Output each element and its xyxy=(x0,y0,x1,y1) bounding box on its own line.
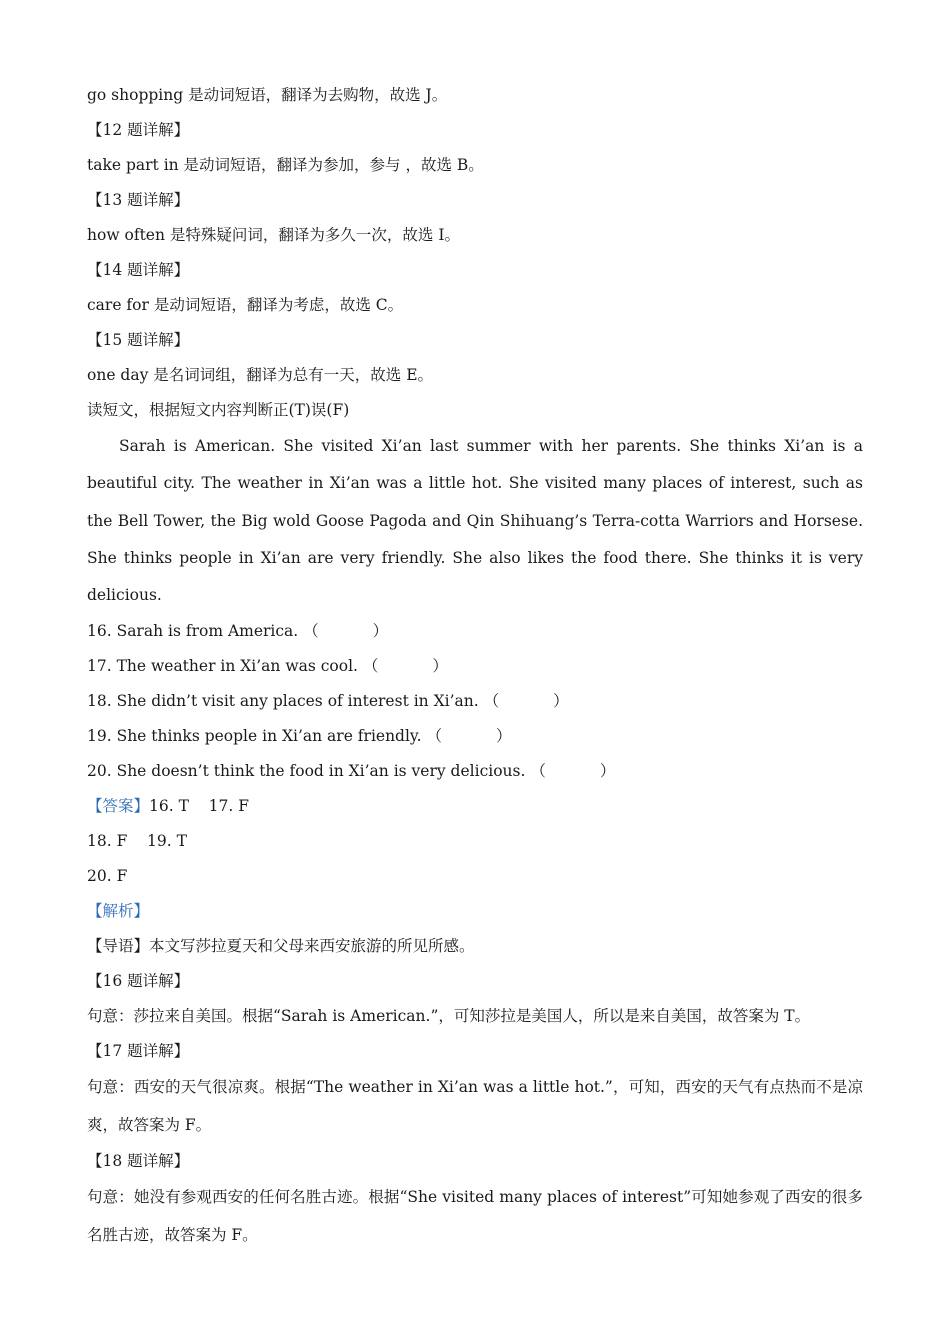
q16-explanation: 句意：莎拉来自美国。根据“Sarah is American.”，可知莎拉是美国人，所以是来自美国，故答案为 T。 xyxy=(87,1007,811,1026)
question-18 xyxy=(87,684,863,719)
q17-heading: 【17 题详解】 xyxy=(87,1042,190,1061)
q16-heading: 【16 题详解】 xyxy=(87,972,190,991)
analysis-label: 【解析】 xyxy=(87,902,150,921)
q14-explanation: care for 是动词短语，翻译为考虑，故选 C。 xyxy=(87,296,404,314)
answer-row-3: 20. F xyxy=(87,867,128,886)
question-16 xyxy=(87,614,863,649)
q18-explanation: 句意：她没有参观西安的任何名胜古迹。根据“She visited many places of interest”可知她参观了西安的很多名胜古迹，故答案为 F。 xyxy=(87,1188,863,1244)
question-text: 17. The weather in Xi’an was cool. xyxy=(87,657,358,676)
answer-bracket-open: （ xyxy=(362,657,379,676)
answer-bracket-close: ） xyxy=(599,762,616,781)
answer-label: 【答案】 xyxy=(87,797,150,816)
reading-passage: Sarah is American. She visited Xi’an last summer with her parents. She thinks Xi’an is a beautiful city. The weather in Xi’an was a little hot. She visited many places of interest, such as the Bell Tower, the Big wold Goose Pagoda and Qin Shihuang’s Terra-cotta Warriors and Horsese. She thinks people in Xi’an are very friendly. She also likes the food there. She thinks it is very delicious. xyxy=(87,437,863,605)
guide-text: 【导语】本文写莎拉夏天和父母来西安旅游的所见所感。 xyxy=(87,937,475,956)
answer-bracket-open: （ xyxy=(530,762,546,781)
answer-values: 16. T 17. F xyxy=(149,797,249,816)
section-instruction: 读短文，根据短文内容判断正(T)误(F) xyxy=(87,401,350,419)
question-text: 19. She thinks people in Xi’an are friendly. xyxy=(87,727,422,746)
answer-bracket-close: ） xyxy=(496,727,512,746)
question-17 xyxy=(87,649,863,684)
answer-bracket-open: （ xyxy=(483,692,500,711)
answer-row-2: 18. F 19. T xyxy=(87,832,187,851)
q12-explanation: take part in 是动词短语，翻译为参加，参与 ，故选 B。 xyxy=(87,156,484,174)
answer-row-1 xyxy=(87,789,863,824)
question-text: 16. Sarah is from America. xyxy=(87,622,299,641)
question-text: 20. She doesn’t think the food in Xi’an is very delicious. xyxy=(87,762,526,781)
q15-heading: 【15 题详解】 xyxy=(87,331,190,349)
q13-explanation: how often 是特殊疑问词，翻译为多久一次，故选 I。 xyxy=(87,226,460,244)
question-text: 18. She didn’t visit any places of interest in Xi’an. xyxy=(87,692,479,711)
question-19 xyxy=(87,719,863,754)
answer-bracket-close: ） xyxy=(432,657,448,676)
q17-explanation: 句意：西安的天气很凉爽。根据“The weather in Xi’an was a little hot.”，可知，西安的天气有点热而不是凉爽，故答案为 F。 xyxy=(87,1078,863,1134)
answer-bracket-open: （ xyxy=(426,727,443,746)
answer-bracket-close: ） xyxy=(372,622,389,641)
q13-heading: 【13 题详解】 xyxy=(87,191,190,209)
q11-explanation: go shopping 是动词短语，翻译为去购物，故选 J。 xyxy=(87,86,448,104)
q18-heading: 【18 题详解】 xyxy=(87,1152,190,1171)
question-20 xyxy=(87,754,863,789)
q12-heading: 【12 题详解】 xyxy=(87,121,190,139)
q14-heading: 【14 题详解】 xyxy=(87,261,190,279)
answer-bracket-open: （ xyxy=(303,622,319,641)
answer-bracket-close: ） xyxy=(553,692,569,711)
document-page xyxy=(87,78,863,1254)
q15-explanation: one day 是名词词组，翻译为总有一天，故选 E。 xyxy=(87,366,434,384)
